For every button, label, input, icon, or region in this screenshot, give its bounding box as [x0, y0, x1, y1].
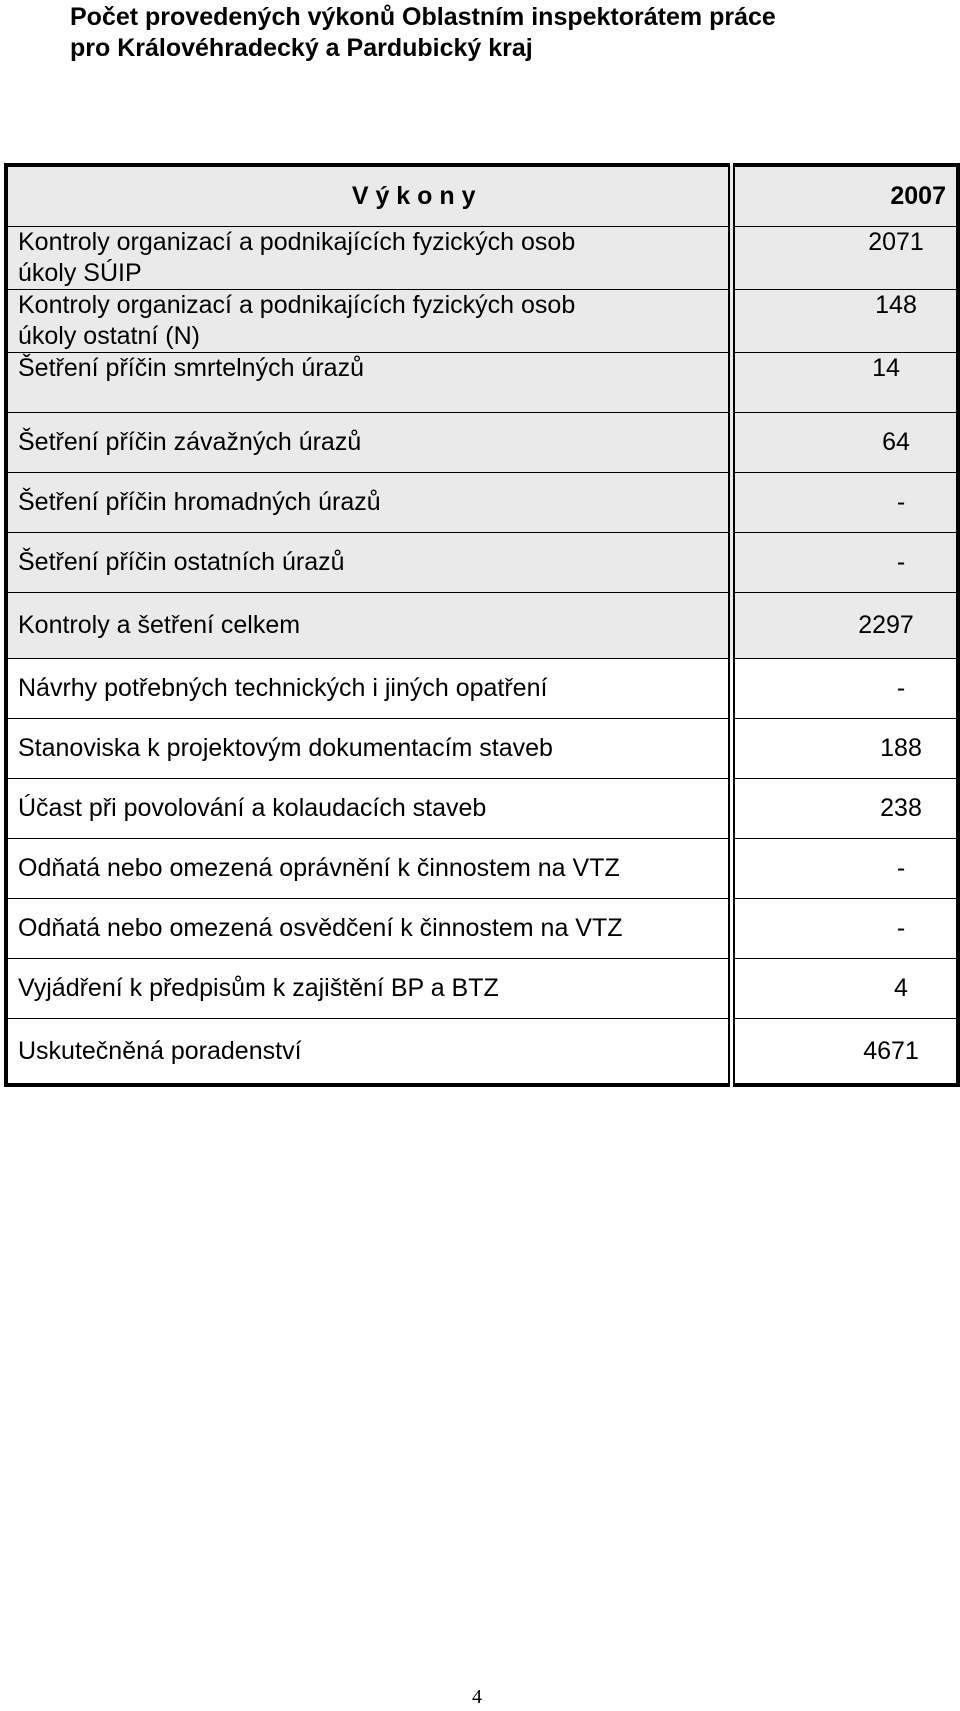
row-label: Odňatá nebo omezená oprávnění k činnostem na VTZ: [6, 839, 731, 899]
title-line-1: Počet provedených výkonů Oblastním inspektorátem práce: [70, 3, 776, 31]
row-label: Kontroly a šetření celkem: [6, 593, 731, 659]
row-value: -: [731, 533, 958, 593]
row-value: 4671: [863, 1036, 919, 1065]
table-row: [6, 353, 958, 413]
row-value: 64: [731, 413, 958, 473]
performance-table: [4, 163, 960, 1087]
row-value: 188: [731, 719, 958, 779]
row-label: Stanoviska k projektovým dokumentacím staveb: [6, 719, 731, 779]
row-label: Kontroly organizací a podnikajících fyzických osob úkoly ostatní (N): [6, 290, 731, 353]
row-label: Účast při povolování a kolaudacích staveb: [6, 779, 731, 839]
row-value: -: [731, 839, 958, 899]
table-row: [6, 779, 958, 839]
table-row: [6, 593, 958, 659]
row-value: 2297: [731, 593, 958, 659]
table-row: [6, 227, 958, 290]
row-label: Šetření příčin závažných úrazů: [6, 413, 731, 473]
table-row: [6, 959, 958, 1019]
table-row: [6, 413, 958, 473]
row-value: -: [731, 473, 958, 533]
row-value: 238: [731, 779, 958, 839]
page-number: 4: [472, 1686, 482, 1708]
row-label: Šetření příčin hromadných úrazů: [6, 473, 731, 533]
table-row: [6, 899, 958, 959]
table-header-row: [6, 165, 958, 227]
row-label: Kontroly organizací a podnikajících fyzických osob úkoly SÚIP: [6, 227, 731, 290]
table-row: [6, 659, 958, 719]
table-row: [6, 1019, 958, 1086]
row-label: Odňatá nebo omezená osvědčení k činnostem na VTZ: [6, 899, 731, 959]
row-value: -: [731, 899, 958, 959]
row-value: 148: [731, 290, 958, 353]
row-value: 14: [731, 353, 958, 413]
row-label: Šetření příčin ostatních úrazů: [6, 533, 731, 593]
header-year: 2007: [731, 165, 958, 227]
table-row: [6, 839, 958, 899]
table-row: [6, 533, 958, 593]
header-label: V ý k o n y: [6, 165, 731, 227]
document-title: [70, 2, 890, 64]
row-label: Šetření příčin smrtelných úrazů: [6, 353, 731, 413]
table-row: [6, 290, 958, 353]
row-label: Uskutečněná poradenství: [6, 1019, 731, 1086]
row-label: Vyjádření k předpisům k zajištění BP a BTZ: [6, 959, 731, 1019]
row-value: -: [731, 659, 958, 719]
table-row: [6, 473, 958, 533]
row-value: 2071: [731, 227, 958, 290]
row-value: 4: [731, 959, 958, 1019]
table-row: [6, 719, 958, 779]
title-line-2: pro Královéhradecký a Pardubický kraj: [70, 34, 533, 62]
row-label: Návrhy potřebných technických i jiných opatření: [6, 659, 731, 719]
